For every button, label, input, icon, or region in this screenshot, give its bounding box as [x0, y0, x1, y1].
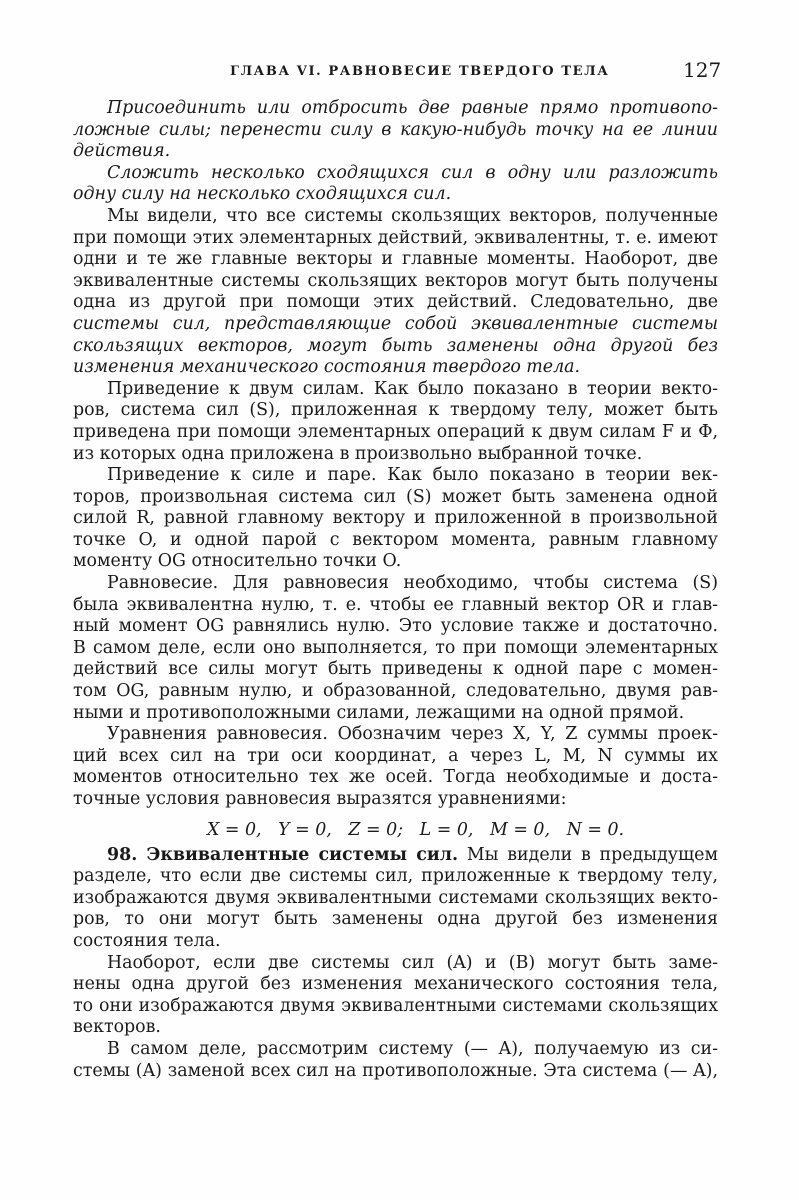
text-line: том OG, равным нулю, и образованной, следовательно, двумя рав-	[73, 681, 718, 702]
text-line: ный момент OG равнялись нулю. Это условие также и достаточно.	[73, 616, 718, 637]
text-line: ров, то они могут быть заменены одна другой без изменения	[73, 909, 718, 930]
text-line: моментов относительно тех же осей. Тогда необходимые и доста-	[73, 767, 718, 788]
text-line: одни и те же главные векторы и главные моменты. Наоборот, две	[73, 249, 718, 270]
text-line: В самом деле, рассмотрим систему (— A), получаемую из си-	[107, 1038, 718, 1059]
page-body	[73, 98, 718, 1082]
text-line: системы сил, представляющие собой эквивалентные системы	[73, 313, 718, 334]
text-line: из которых одна приложена в произвольно выбранной точке.	[73, 443, 643, 464]
text-line: Уравнения равновесия. Обозначим через X, Y, Z суммы проек-	[107, 724, 718, 745]
text-line: была эквивалентна нулю, т. е. чтобы ее главный вектор OR и глав-	[73, 594, 718, 615]
text-line: стемы (A) заменой всех сил на противоположные. Эта система (— A),	[73, 1060, 718, 1081]
text-line: разделе, что если две системы сил, приложенные к твердому телу,	[73, 866, 718, 887]
text-line: скользящих векторов, могут быть заменены одна другой без	[73, 335, 718, 356]
text-line: ложные силы; перенести силу в какую-нибудь точку на ее линии	[73, 119, 718, 140]
text-line: точке O, и одной парой с вектором момента, равным главному	[73, 529, 718, 550]
equilibrium-equations: X = 0, Y = 0, Z = 0; L = 0, M = 0, N = 0.	[206, 819, 625, 840]
text-line: приведена при помощи элементарных операций к двум силам F и Φ,	[73, 421, 718, 442]
text-line: Приведение к двум силам. Как было показано в теории векто-	[107, 378, 718, 399]
text-line: нены одна другой без изменения механического состояния тела,	[73, 974, 718, 995]
text-line: действий все силы могут быть приведены к одной паре с момен-	[73, 659, 718, 680]
text-line: одна из другой при помощи этих действий. Следовательно, две	[73, 292, 718, 313]
section-first-line	[73, 845, 718, 867]
page-number: 127	[683, 58, 722, 82]
text-line: Мы видели, что все системы скользящих векторов, полученные	[107, 205, 718, 226]
running-head: ГЛАВА VI. РАВНОВЕСИЕ ТВЕРДОГО ТЕЛА	[230, 64, 610, 79]
text-line: ными и противоположными силами, лежащими на одной прямой.	[73, 702, 685, 723]
text-line: Присоединить или отбросить две равные прямо противопо-	[107, 98, 718, 118]
text-line: точные условия равновесия выразятся уравнениями:	[73, 789, 567, 809]
section-98	[73, 845, 718, 1083]
text-line: эквивалентные системы скользящих векторов могут быть получены	[73, 270, 718, 291]
text-line: Сложить несколько сходящихся сил в одну или разложить	[107, 162, 718, 183]
text-line: состояния тела.	[73, 930, 221, 951]
text-line: векторов.	[73, 1017, 161, 1038]
section-title: 98. Эквивалентные системы сил.	[107, 844, 459, 865]
text-line: Приведение к силе и паре. Как было показано в теории век-	[107, 465, 718, 486]
page-header	[0, 58, 799, 88]
text-line: ров, система сил (S), приложенная к твердому телу, может быть	[73, 400, 718, 421]
text-line: торов, произвольная система сил (S) может быть заменена одной	[73, 486, 718, 507]
text-line: при помощи этих элементарных действий, эквивалентны, т. е. имеют	[73, 227, 718, 248]
text-line: изменения механического состояния твердого тела.	[73, 357, 581, 378]
text-line: изображаются двумя эквивалентными системами скользящих векто-	[73, 887, 718, 908]
section-first-text: Мы видели в предыдущем	[466, 844, 718, 865]
text-line: Равновесие. Для равновесия необходимо, чтобы система (S)	[107, 573, 718, 594]
text-line: моменту OG относительно точки O.	[73, 551, 402, 572]
text-line: В самом деле, если оно выполняется, то при помощи элементарных	[73, 637, 718, 658]
text-line: одну силу на несколько сходящихся сил.	[73, 184, 452, 205]
main-text	[73, 98, 718, 811]
text-line: Наоборот, если две системы сил (A) и (B) могут быть заме-	[107, 952, 718, 973]
text-line: то они изображаются двумя эквивалентными системами скользящих	[73, 995, 718, 1016]
text-line: силой R, равной главному вектору и приложенной в произвольной	[73, 508, 718, 529]
text-line: ций всех сил на три оси координат, а через L, M, N суммы их	[73, 745, 718, 766]
text-line: действия.	[73, 141, 171, 162]
